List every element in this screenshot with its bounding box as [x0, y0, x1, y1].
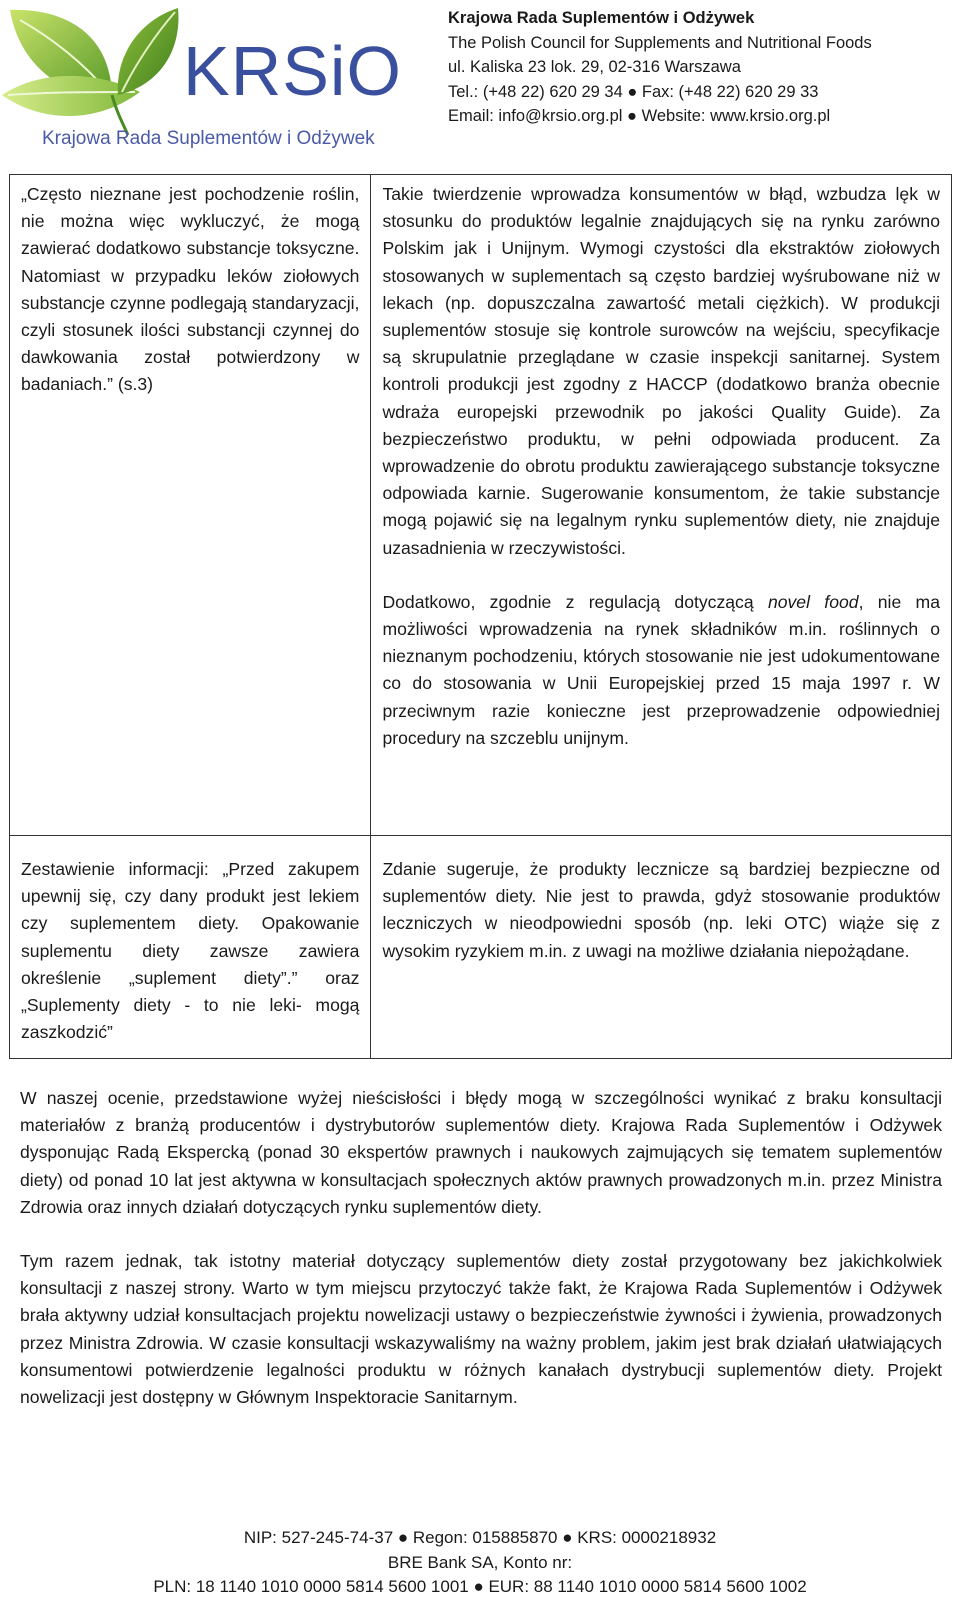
table-row — [10, 175, 952, 836]
comparison-table — [9, 174, 952, 1059]
response-paragraph: Takie twierdzenie wprowadza konsumentów w błąd, wzbudza lęk w stosunku do produktów legalnie znajdujących się na rynku zarówno Polskim jak i Unijnym. Wymogi czystości dla ekstraktów ziołowych stosowanych w suplementach są często bardziej wyśrubowane niż w lekach (np. dopuszczalna zawartość metali ciężkich). W produkcji suplementów stosuje się kontrole surowców na wejściu, specyfikacje są skrupulatnie przeglądane w czasie inspekcji sanitarnej. System kontroli produkcji jest zgodny z HACCP (dodatkowo branża obecnie wdraża europejski przewodnik po jakości Quality Guide). Za bezpieczeństwo produktu, w pełni odpowiada producent. Za wprowadzenie do obrotu produktu zawierającego substancje toksyczne odpowiada karnie. Sugerowanie konsumentom, że takie substancje mogą pojawić się na legalnym rynku suplementów diety, nie znajduje uzasadnienia w rzeczywistości. — [382, 184, 940, 558]
footer-bank: BRE Bank SA, Konto nr: — [387, 1552, 573, 1572]
footer-registration: NIP: 527-245-74-37 ● Regon: 015885870 ● KRS: 0000218932 — [243, 1528, 717, 1547]
quote-text: Zestawienie informacji: „Przed zakupem upewnij się, czy dany produkt jest lekiem czy suplementem diety. Opakowanie suplementu diety zawsze zawiera określenie „suplement diety”.” oraz „Suplementy diety - to nie leki- mogą zaszkodzić” — [21, 859, 360, 1043]
table-cell-quote — [10, 175, 371, 836]
footer-accounts: PLN: 18 1140 1010 0000 5814 5600 1001 ● EUR: 88 1140 1010 0000 5814 5600 1002 — [153, 1577, 807, 1596]
org-name: Krajowa Rada Suplementów i Odżywek — [448, 9, 755, 27]
email-website: Email: info@krsio.org.pl ● Website: www.krsio.org.pl — [448, 107, 831, 125]
body-paragraph: Tym razem jednak, tak istotny materiał dotyczący suplementów diety został przygotowany bez jakichkolwiek konsultacji z naszej strony. Warto w tym miejscu przytoczyć także fakt, że Krajowa Rada Suplementów i Odżywek brała aktywny udział konsultacjach projektu nowelizacji ustawy o bezpieczeństwie żywności i żywienia, prowadzonych przez Ministra Zdrowia. W czasie konsultacji wskazywaliśmy na ważny problem, jakim jest brak działań ułatwiających konsumentowi potwierdzenie legalności produktu w różnych kanałach dystrybucji suplementów diety. Projekt nowelizacji jest dostępny w Głównym Inspektoracie Sanitarnym. — [20, 1251, 942, 1408]
table-cell-quote — [10, 836, 371, 1059]
response-paragraph — [382, 589, 940, 752]
body-paragraph: W naszej ocenie, przedstawione wyżej nieścisłości i błędy mogą w szczególności wynikać z braku konsultacji materiałów z branżą producentów i dystrybutorów suplementów diety. Krajowa Rada Suplementów i Odżywek dysponując Radą Ekspercką (ponad 30 ekspertów prawnych i naukowych zajmujących się tematem suplementów diety) od ponad 10 lat jest aktywna w konsultacjach społecznych aktów prawnych prowadzonych m.in. przez Ministra Zdrowia oraz innych działań dotyczących rynku suplementów diety. — [20, 1088, 942, 1217]
logo-subtitle: Krajowa Rada Suplementów i Odżywek — [42, 128, 375, 149]
text-span: , nie ma możliwości wprowadzenia na rynek składników m.in. roślinnych o nieznanym pochodzeniu, których stosowanie nie jest udokumentowane co do stosowania w Unii Europejskiej przed 15 maja 1997 r. W przeciwnym razie konieczne jest przeprowadzenie odpowiedniej procedury na szczeblu unijnym. — [382, 591, 940, 748]
org-name-english: The Polish Council for Supplements and Nutritional Foods — [448, 33, 872, 52]
table-cell-response — [371, 836, 952, 1059]
contact-block — [448, 6, 872, 129]
footer — [0, 1526, 960, 1600]
table-cell-response — [371, 175, 952, 836]
table-row — [10, 836, 952, 1059]
text-span: Dodatkowo, zgodnie z regulacją dotyczącą — [382, 591, 768, 612]
krsio-logo — [0, 0, 420, 160]
body-text — [20, 1085, 942, 1411]
phone-fax: Tel.: (+48 22) 620 29 34 ● Fax: (+48 22) 620 29 33 — [448, 82, 819, 101]
address: ul. Kaliska 23 lok. 29, 02-316 Warszawa — [448, 58, 741, 76]
italic-term: novel food — [767, 591, 859, 612]
logo-wordmark: KRSiO — [183, 32, 402, 110]
quote-text: „Często nieznane jest pochodzenie roślin, nie można więc wykluczyć, że mogą zawierać dodatkowo substancje toksyczne. Natomiast w przypadku leków ziołowych substancje czynne podlegają standaryzacji, czyli stosunek ilości substancji czynnej do dawkowania został potwierdzony w badaniach.” (s.3) — [21, 184, 360, 395]
letterhead — [0, 0, 960, 160]
leaf-logo-icon — [0, 0, 190, 140]
response-paragraph: Zdanie sugeruje, że produkty lecznicze są bardziej bezpieczne od suplementów diety. Nie jest to prawda, gdyż stosowanie produktów leczniczych w nieodpowiedni sposób (np. leki OTC) wiąże się z wysokim ryzykiem m.in. z uwagi na możliwe działania niepożądane. — [382, 859, 940, 961]
